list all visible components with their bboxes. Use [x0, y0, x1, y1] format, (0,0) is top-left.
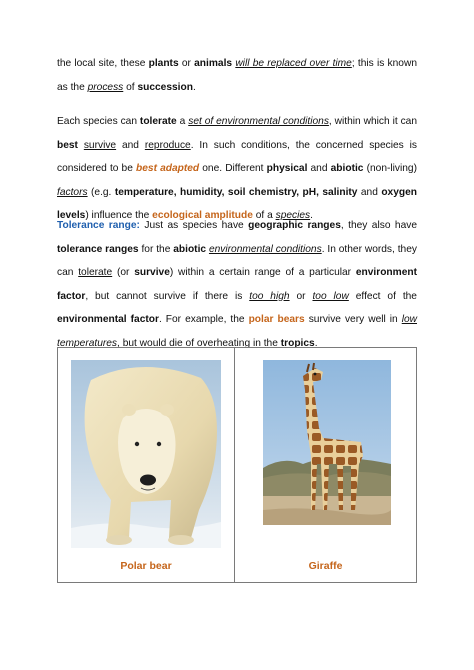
figure-cell-giraffe	[235, 348, 416, 582]
term-oxygen-levels: oxygen levels	[57, 186, 417, 221]
term-environment-factor: environment factor	[57, 267, 417, 302]
term-abiotic-2: abiotic	[173, 243, 207, 255]
factors-list: temperature, humidity, soil chemistry, pH, salinity	[114, 186, 358, 198]
paragraph-succession: the local site, these plants or animals will be replaced over time; this is known as the process of succession.	[57, 58, 417, 93]
term-survive: survive	[83, 139, 117, 151]
figure-cell-polar-bear	[58, 348, 234, 582]
term-best-adapted: best adapted	[136, 163, 200, 174]
term-animals: animals	[194, 58, 233, 69]
term-survive-2: survive	[134, 267, 170, 278]
term-environmental-conditions: environmental conditions	[208, 243, 322, 255]
term-low-temperatures: low temperatures	[57, 314, 417, 349]
polar-bear-photo	[71, 360, 221, 548]
term-tolerance-ranges: tolerance ranges	[57, 243, 139, 255]
term-process: process	[87, 81, 124, 93]
paragraph-tolerance-conditions: Each species can tolerate a set of environmental conditions, within which it can best survive and reproduce. In such conditions, the concerned species is considered to be best adapted one. Different physical and abiotic (non-living) factors (e.g. temperature, humidity, soil chemistry, pH, salinity and oxygen levels) influence the ecological amplitude of a species.	[57, 116, 418, 221]
caption-giraffe: Giraffe	[308, 560, 343, 572]
term-tolerate: tolerate	[139, 116, 177, 127]
term-overheating: overheating	[196, 337, 251, 349]
heading-tolerance-range: Tolerance range:	[57, 220, 140, 231]
term-geographic-ranges: geographic ranges	[248, 220, 341, 231]
term-reproduce: reproduce	[144, 139, 191, 151]
term-factors: factors	[57, 186, 88, 198]
term-too-high: too high	[249, 290, 290, 302]
phrase-replaced: will be replaced over time	[235, 58, 352, 69]
term-environmental-factor: environmental factor	[57, 314, 159, 325]
term-ecological-amplitude: ecological amplitude	[152, 210, 253, 221]
term-too-low: too low	[312, 290, 349, 302]
term-tolerate-2: tolerate	[78, 267, 113, 278]
term-succession: succession	[137, 81, 193, 93]
giraffe-photo	[263, 360, 391, 525]
caption-polar-bear: Polar bear	[120, 560, 172, 572]
term-polar-bears: polar bears	[248, 314, 305, 325]
term-plants: plants	[148, 58, 179, 69]
paragraph-tolerance-range: Tolerance range: Just as species have geographic ranges, they also have tolerance ranges for the abiotic environmental conditions. In other words, they can tolerate (or survive) within a certain range of a particular environment factor, but cannot survive if there is too high or too low effect of the environmental factor. For example, the polar bears survive very well in low temperatures, but would die of overheating in the tropics.	[57, 220, 418, 349]
term-tropics: tropics	[280, 337, 315, 349]
term-physical: physical	[266, 163, 308, 174]
term-best: best	[57, 139, 78, 151]
phrase-set-of-conditions: set of environmental conditions	[188, 116, 329, 127]
term-species: species	[275, 210, 311, 221]
figure-table	[57, 347, 417, 583]
term-abiotic: abiotic	[330, 163, 364, 174]
